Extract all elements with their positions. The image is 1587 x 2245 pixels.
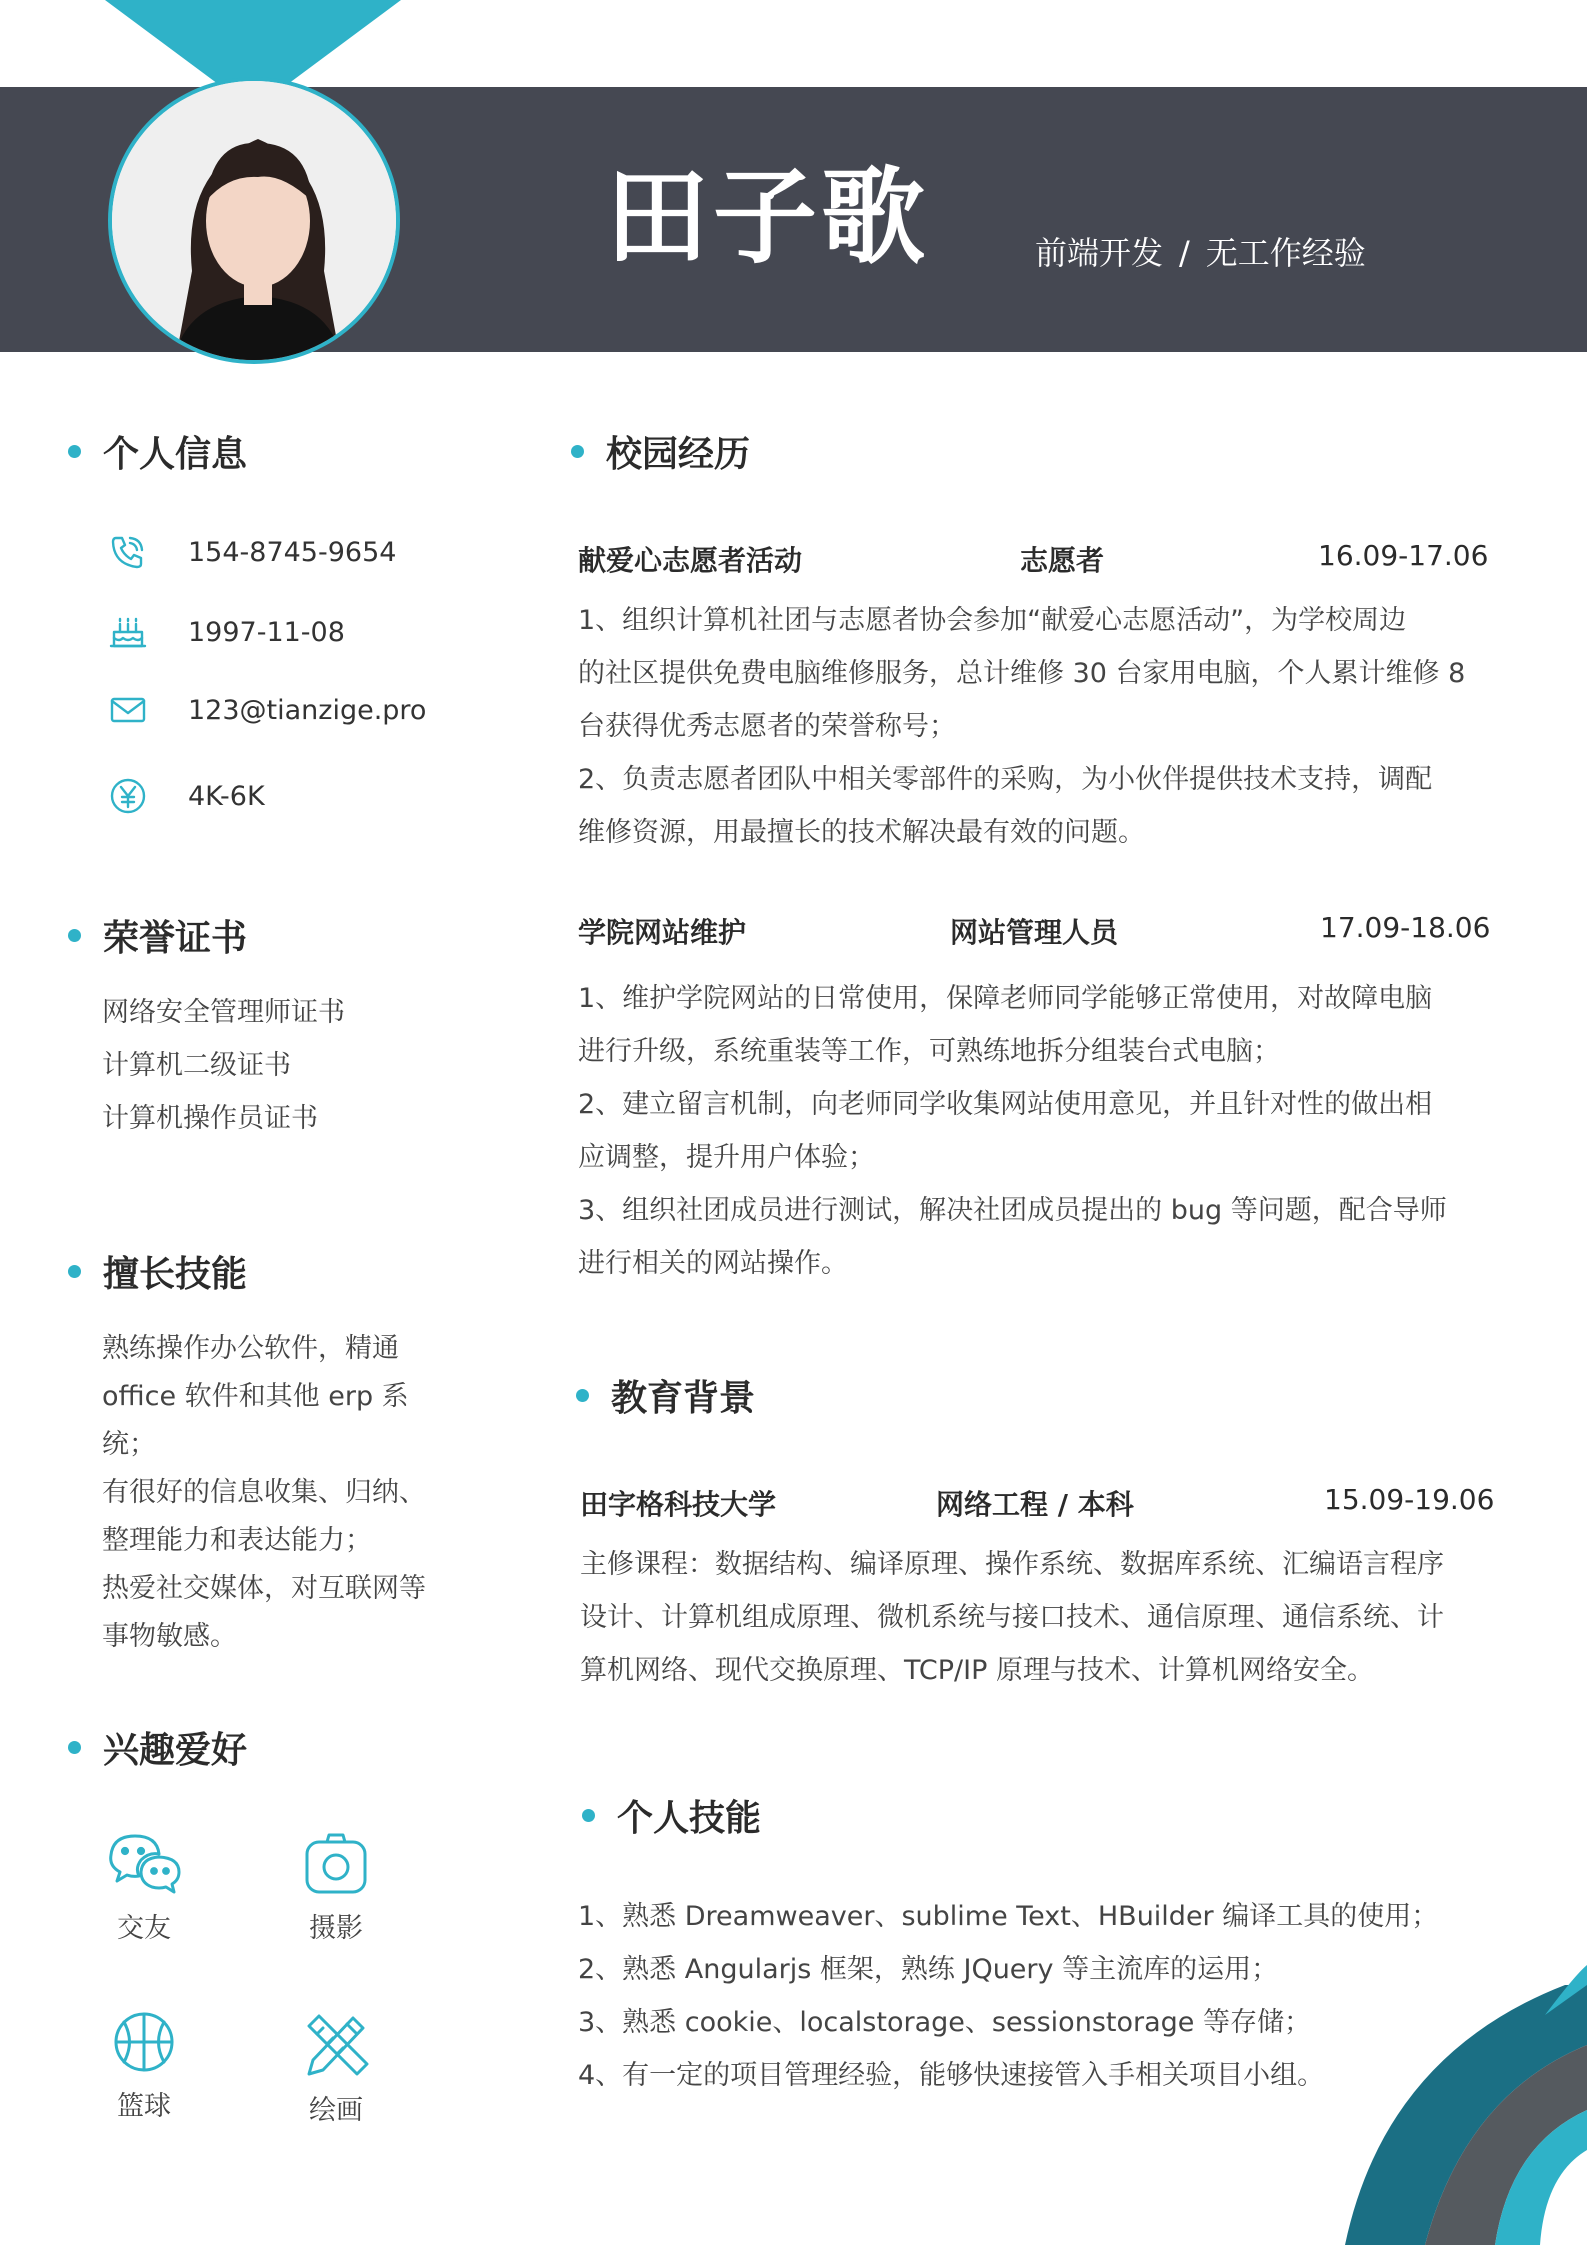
honor-item: 计算机二级证书 bbox=[102, 1050, 291, 1081]
section-title: 教育背景 bbox=[611, 1378, 756, 1419]
hobby-label: 绘画 bbox=[309, 2095, 363, 2126]
section-title: 荣誉证书 bbox=[103, 918, 248, 959]
desc-line: 进行相关的网站操作。 bbox=[578, 1248, 848, 1279]
mail-icon bbox=[106, 688, 150, 732]
bullet-dot bbox=[68, 929, 81, 942]
info-birthday bbox=[106, 610, 345, 654]
desc-line: 3、组织社团成员进行测试，解决社团成员提出的 bug 等问题，配合导师 bbox=[578, 1195, 1447, 1226]
honor-item: 计算机操作员证书 bbox=[102, 1103, 318, 1134]
skills-list bbox=[578, 1890, 1438, 2102]
honors-list bbox=[102, 986, 345, 1145]
education-date: 15.09-19.06 bbox=[1324, 1483, 1495, 1516]
desc-line: 1、维护学院网站的日常使用，保障老师同学能够正常使用，对故障电脑 bbox=[578, 983, 1433, 1014]
section-title: 校园经历 bbox=[606, 434, 751, 475]
role-separator: / bbox=[1179, 234, 1190, 272]
desc-line: 1、组织计算机社团与志愿者协会参加“献爱心志愿活动”，为学校周边 bbox=[578, 605, 1407, 636]
desc-line: 的社区提供免费电脑维修服务，总计维修 30 台家用电脑，个人累计维修 8 bbox=[578, 658, 1466, 689]
hobby-label: 篮球 bbox=[117, 2091, 171, 2122]
birth-date: 1997-11-08 bbox=[188, 616, 345, 648]
desc-line: 应调整，提升用户体验； bbox=[578, 1142, 875, 1173]
hobby-label: 交友 bbox=[117, 1913, 171, 1944]
section-honors bbox=[68, 910, 247, 961]
camera-icon bbox=[297, 1830, 375, 1898]
role-position: 前端开发 bbox=[1035, 234, 1164, 272]
campus-date: 16.09-17.06 bbox=[1318, 539, 1489, 572]
yen-icon bbox=[106, 774, 150, 818]
campus-org: 献爱心志愿者活动 bbox=[578, 544, 803, 577]
education-major: 网络工程 / 本科 bbox=[936, 1488, 1134, 1521]
hobby-label: 摄影 bbox=[309, 1913, 363, 1944]
info-email bbox=[106, 688, 426, 732]
bullet-dot bbox=[68, 445, 81, 458]
strength-line: 整理能力和表达能力； bbox=[102, 1525, 372, 1556]
campus-role: 网站管理人员 bbox=[950, 916, 1119, 949]
person-name: 田子歌 bbox=[605, 156, 930, 278]
hobby-basketball bbox=[94, 2008, 194, 2123]
bullet-dot bbox=[582, 1809, 595, 1822]
drawing-icon bbox=[297, 2012, 375, 2080]
basketball-icon bbox=[105, 2008, 183, 2076]
section-skills bbox=[582, 1790, 761, 1841]
hobby-friends bbox=[94, 1830, 194, 1945]
cake-icon bbox=[106, 610, 150, 654]
strength-line: office 软件和其他 erp 系统； bbox=[102, 1381, 409, 1460]
section-strengths bbox=[68, 1246, 247, 1297]
education-courses bbox=[580, 1538, 1444, 1697]
section-title: 个人技能 bbox=[617, 1798, 762, 1839]
desc-line: 维修资源，用最擅长的技术解决最有效的问题。 bbox=[578, 817, 1145, 848]
role-line bbox=[1035, 228, 1366, 274]
section-title: 兴趣爱好 bbox=[103, 1730, 248, 1771]
campus-desc bbox=[578, 972, 1447, 1290]
section-personal-info bbox=[68, 426, 247, 477]
desc-line: 2、负责志愿者团队中相关零部件的采购，为小伙伴提供技术支持，调配 bbox=[578, 764, 1433, 795]
email-address: 123@tianzige.pro bbox=[188, 694, 427, 726]
role-experience: 无工作经验 bbox=[1205, 234, 1366, 272]
campus-desc bbox=[578, 594, 1465, 859]
section-title: 擅长技能 bbox=[103, 1254, 248, 1295]
section-hobbies bbox=[68, 1722, 247, 1773]
section-education bbox=[576, 1370, 755, 1421]
course-line: 设计、计算机组成原理、微机系统与接口技术、通信原理、通信系统、计 bbox=[580, 1602, 1444, 1633]
bullet-dot bbox=[576, 1389, 589, 1402]
bullet-dot bbox=[68, 1741, 81, 1754]
skill-line: 1、熟悉 Dreamweaver、sublime Text、HBuilder 编译工具的使用； bbox=[578, 1901, 1439, 1932]
strength-line: 热爱社交媒体，对互联网等 bbox=[102, 1573, 426, 1604]
profile-photo bbox=[108, 77, 400, 364]
bullet-dot bbox=[571, 445, 584, 458]
info-phone bbox=[106, 530, 396, 574]
skill-line: 2、熟悉 Angularjs 框架，熟练 JQuery 等主流库的运用； bbox=[578, 1954, 1279, 1985]
education-school: 田字格科技大学 bbox=[580, 1488, 777, 1521]
decorative-corner-swoosh bbox=[1345, 1935, 1587, 2245]
desc-line: 台获得优秀志愿者的荣誉称号； bbox=[578, 711, 956, 742]
section-campus bbox=[571, 426, 750, 477]
hobby-drawing bbox=[286, 2012, 386, 2127]
section-title: 个人信息 bbox=[103, 434, 248, 475]
campus-date: 17.09-18.06 bbox=[1320, 911, 1491, 944]
info-salary bbox=[106, 774, 265, 818]
strength-line: 熟练操作办公软件，精通 bbox=[102, 1333, 399, 1364]
chat-icon bbox=[105, 1830, 183, 1898]
phone-number: 154-8745-9654 bbox=[188, 536, 397, 568]
course-line: 算机网络、现代交换原理、TCP/IP 原理与技术、计算机网络安全。 bbox=[580, 1655, 1374, 1686]
bullet-dot bbox=[68, 1265, 81, 1278]
campus-org: 学院网站维护 bbox=[578, 916, 747, 949]
strength-line: 有很好的信息收集、归纳、 bbox=[102, 1477, 426, 1508]
desc-line: 2、建立留言机制，向老师同学收集网站使用意见，并且针对性的做出相 bbox=[578, 1089, 1433, 1120]
campus-role: 志愿者 bbox=[1020, 544, 1105, 577]
skill-line: 4、有一定的项目管理经验，能够快速接管入手相关项目小组。 bbox=[578, 2060, 1325, 2091]
phone-icon bbox=[106, 530, 150, 574]
strengths-text bbox=[102, 1325, 462, 1661]
skill-line: 3、熟悉 cookie、localstorage、sessionstorage 等存储； bbox=[578, 2007, 1311, 2038]
desc-line: 进行升级，系统重装等工作，可熟练地拆分组装台式电脑； bbox=[578, 1036, 1280, 1067]
expected-salary: 4K-6K bbox=[188, 780, 265, 812]
honor-item: 网络安全管理师证书 bbox=[102, 997, 345, 1028]
hobby-photography bbox=[286, 1830, 386, 1945]
strength-line: 事物敏感。 bbox=[102, 1621, 237, 1652]
course-line: 主修课程：数据结构、编译原理、操作系统、数据库系统、汇编语言程序 bbox=[580, 1549, 1444, 1580]
